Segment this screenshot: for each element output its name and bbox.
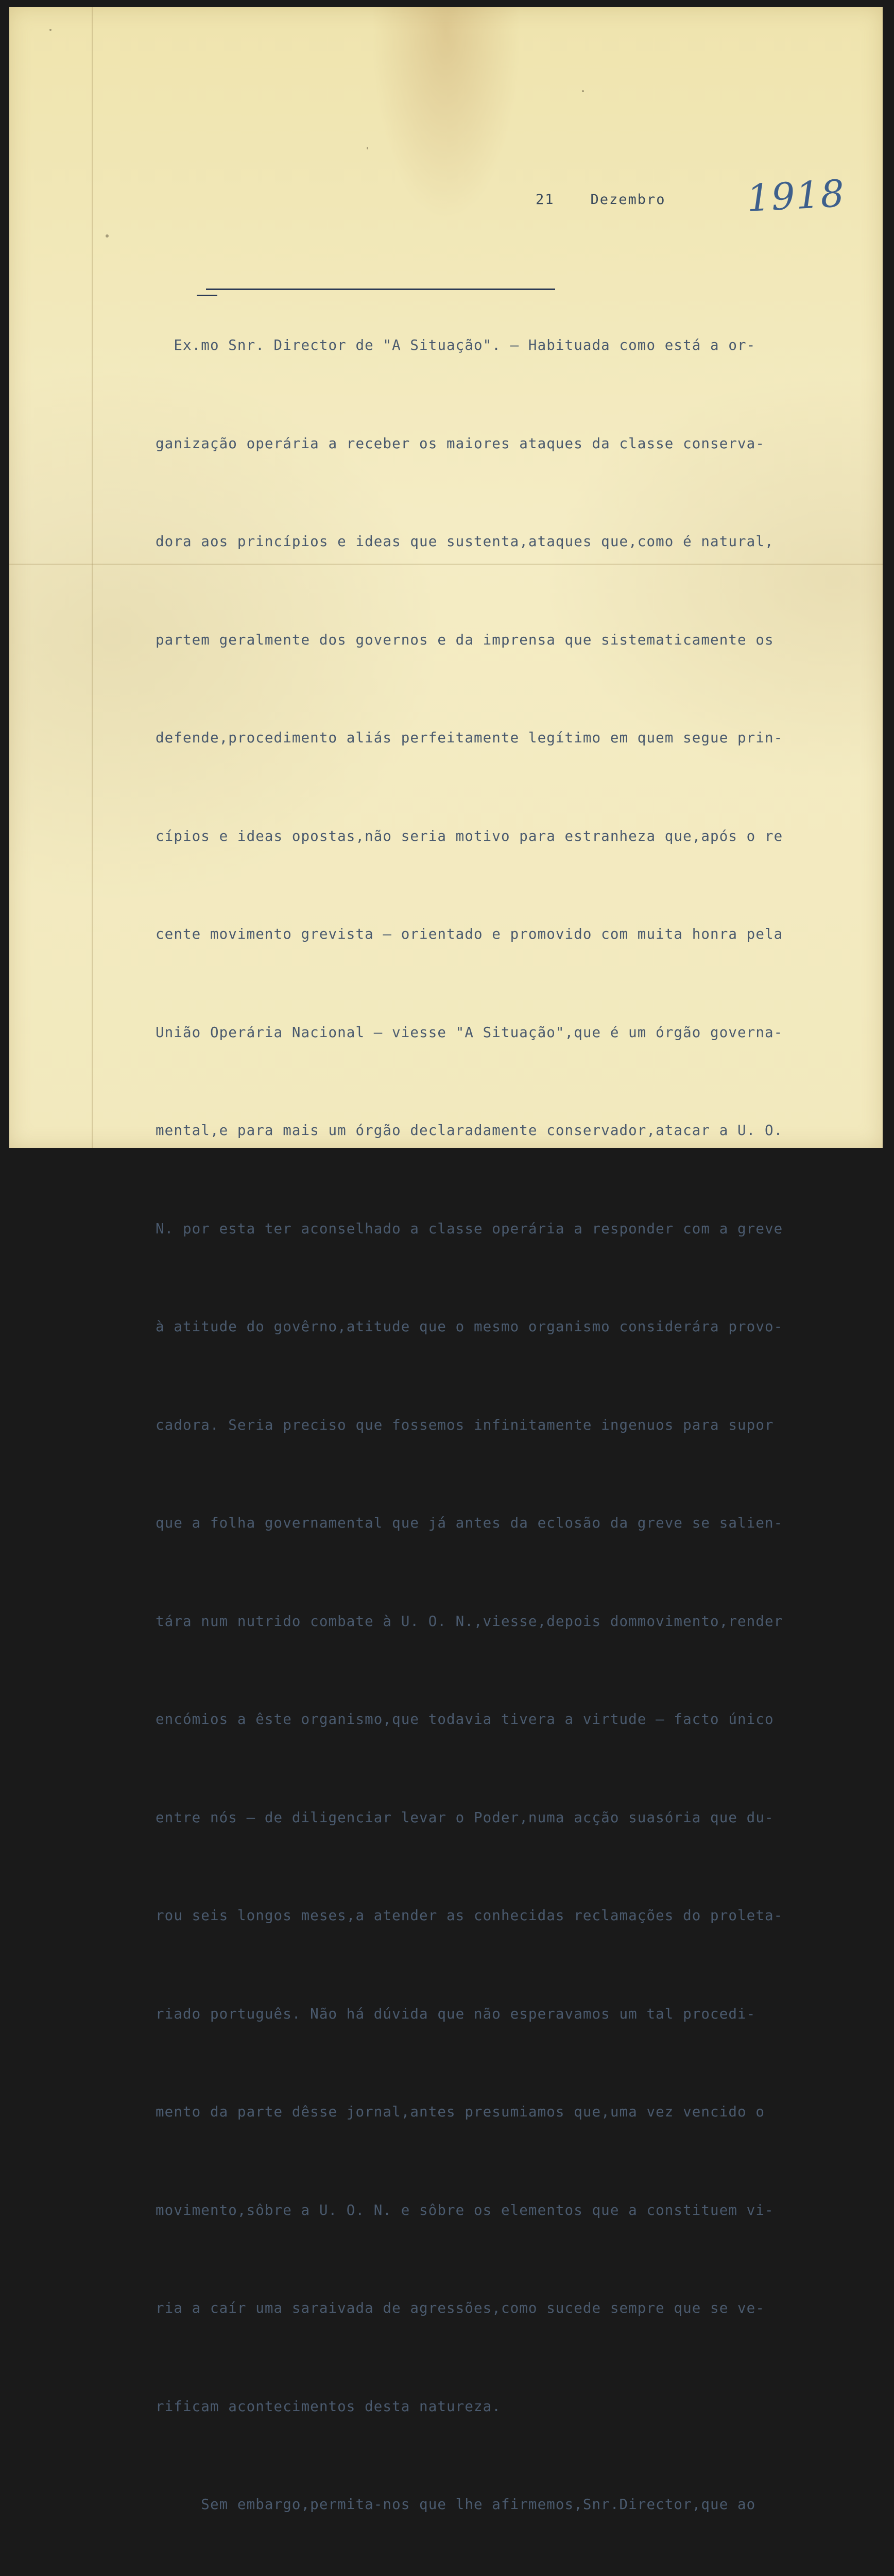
paper-speck <box>582 90 584 92</box>
text-line: cadora. Seria preciso que fossemos infinitamente ingenuos para supor <box>156 1416 774 1433</box>
date-line <box>536 192 666 208</box>
text-line: movimento,sôbre a U. O. N. e sôbre os elementos que a constituem vi- <box>156 2201 774 2218</box>
text-line: Ex.mo Snr. Director de "A Situação". — Habituada como está a or- <box>156 337 756 353</box>
text-line: cente movimento grevista — orientado e promovido com muita honra pela <box>156 926 783 942</box>
letter-body <box>156 264 861 2576</box>
text-line: partem geralmente dos governos e da imprensa que sistematicamente os <box>156 631 774 648</box>
text-line: riado português. Não há dúvida que não esperavamos um tal procedi- <box>156 2005 756 2022</box>
date-month: Dezembro <box>590 192 666 208</box>
paper-speck <box>367 147 368 149</box>
text-line: Sem embargo,permita-nos que lhe afirmemos,Snr.Director,que ao <box>156 2496 756 2513</box>
text-line: defende,procedimento aliás perfeitamente legítimo em quem segue prin- <box>156 730 783 746</box>
text-line: União Operária Nacional — viesse "A Situação",que é um órgão governa- <box>156 1024 783 1041</box>
paper-speck <box>106 234 109 238</box>
text-line: à atitude do govêrno,atitude que o mesmo organismo considerára provo- <box>156 1318 783 1335</box>
text-line: rificam acontecimentos desta natureza. <box>156 2398 501 2415</box>
text-line: mental,e para mais um órgão declaradamente conservador,atacar a U. O. <box>156 1122 783 1139</box>
text-line: que a folha governamental que já antes da eclosão da greve se salien- <box>156 1515 783 1531</box>
text-line: N. por esta ter aconselhado a classe operária a responder com a greve <box>156 1220 783 1237</box>
text-line: encómios a êste organismo,que todavia tivera a virtude — facto único <box>156 1711 774 1727</box>
text-line: mento da parte dêsse jornal,antes presumiamos que,uma vez vencido o <box>156 2104 765 2120</box>
paper-speck <box>49 29 51 31</box>
text-line: ria a caír uma saraivada de agressões,como sucede sempre que se ve- <box>156 2300 765 2316</box>
text-line: dora aos princípios e ideas que sustenta,ataques que,como é natural, <box>156 533 774 550</box>
paper-fold-vertical <box>92 7 93 1148</box>
text-line: entre nós — de diligenciar levar o Poder,numa acção suasória que du- <box>156 1809 774 1826</box>
text-line: rou seis longos meses,a atender as conhecidas reclamações do proleta- <box>156 1907 783 1924</box>
date-day: 21 <box>536 192 555 208</box>
handwritten-year: 1918 <box>745 172 847 220</box>
text-line: ganização operária a receber os maiores ataques da classe conserva- <box>156 435 765 452</box>
text-line: tára num nutrido combate à U. O. N.,viesse,depois dommovimento,render <box>156 1613 783 1630</box>
text-line: cípios e ideas opostas,não seria motivo para estranheza que,após o re <box>156 827 783 844</box>
